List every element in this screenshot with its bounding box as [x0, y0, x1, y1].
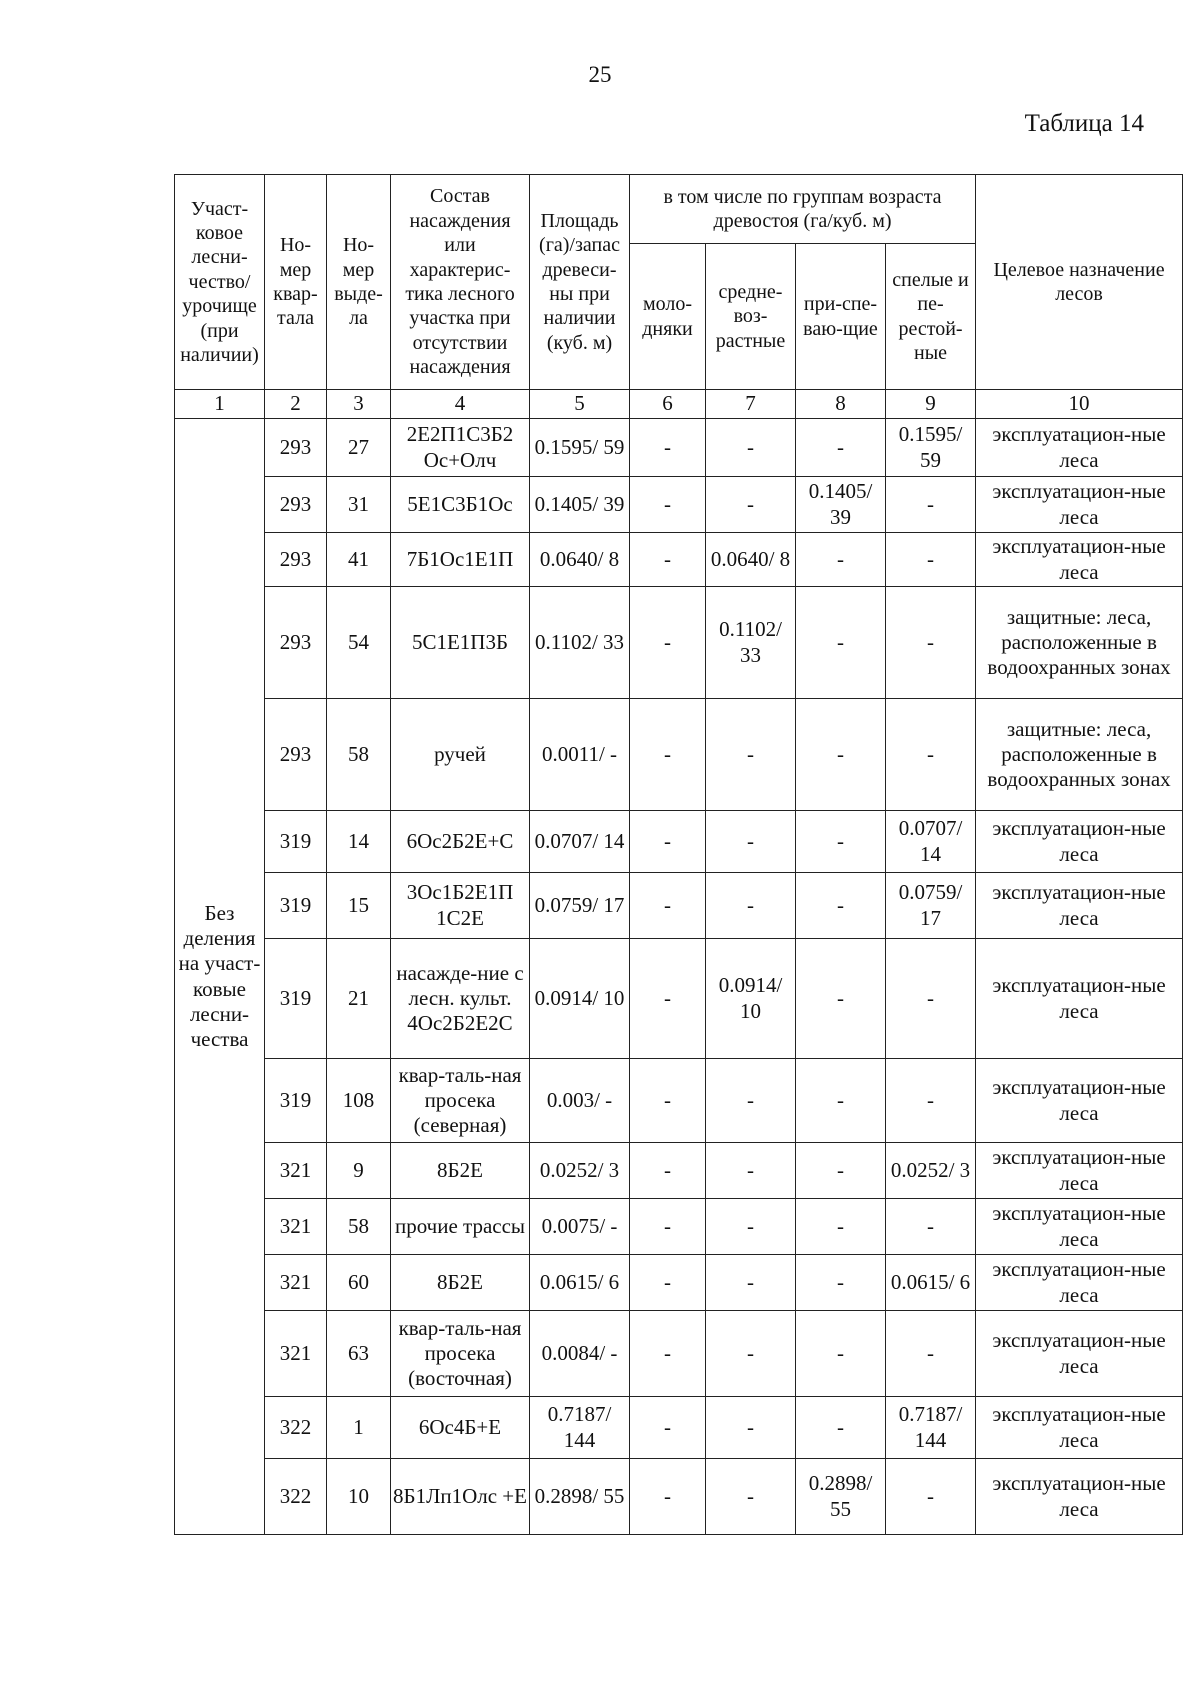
middle-aged-value: -	[706, 419, 796, 477]
table-row	[175, 477, 1183, 533]
middle-aged-value: -	[706, 1397, 796, 1459]
mature-value: -	[886, 587, 976, 699]
middle-aged-value: 0.1102/ 33	[706, 587, 796, 699]
middle-aged-value: -	[706, 1059, 796, 1143]
composition: 5Е1С3Б1Ос	[391, 477, 530, 533]
mature-value: -	[886, 477, 976, 533]
middle-aged-value: -	[706, 477, 796, 533]
middle-aged-value: -	[706, 811, 796, 873]
header-area-stock: Площадь (га)/запас древеси-ны при наличии (куб. м)	[530, 175, 630, 390]
quarter-number: 321	[265, 1143, 327, 1199]
mature-value: -	[886, 1059, 976, 1143]
mature-value: 0.0615/ 6	[886, 1255, 976, 1311]
header-young: моло-дняки	[630, 244, 706, 390]
area-stock: 0.003/ -	[530, 1059, 630, 1143]
composition: 8Б2Е	[391, 1143, 530, 1199]
table-row	[175, 1143, 1183, 1199]
header-plot-number: Но-мер выде-ла	[327, 175, 391, 390]
table-row	[175, 1397, 1183, 1459]
composition: 8Б1Лп1Олс +Е	[391, 1459, 530, 1535]
plot-number: 58	[327, 699, 391, 811]
maturing-value: -	[796, 939, 886, 1059]
composition: 7Б1Ос1Е1П	[391, 533, 530, 587]
middle-aged-value: -	[706, 1459, 796, 1535]
maturing-value: -	[796, 1059, 886, 1143]
plot-number: 14	[327, 811, 391, 873]
area-stock: 0.1405/ 39	[530, 477, 630, 533]
maturing-value: -	[796, 1255, 886, 1311]
composition: 6Ос4Б+Е	[391, 1397, 530, 1459]
mature-value: -	[886, 1459, 976, 1535]
column-number: 5	[530, 390, 630, 419]
middle-aged-value: 0.0640/ 8	[706, 533, 796, 587]
purpose: эксплуатацион-ные леса	[976, 1059, 1183, 1143]
quarter-number: 293	[265, 533, 327, 587]
maturing-value: -	[796, 1199, 886, 1255]
column-number: 3	[327, 390, 391, 419]
middle-aged-value: -	[706, 699, 796, 811]
area-stock: 0.0640/ 8	[530, 533, 630, 587]
young-value: -	[630, 1397, 706, 1459]
plot-number: 63	[327, 1311, 391, 1397]
header-middle-aged: средне-воз-растные	[706, 244, 796, 390]
mature-value: 0.0707/ 14	[886, 811, 976, 873]
maturing-value: -	[796, 873, 886, 939]
column-number: 2	[265, 390, 327, 419]
middle-aged-value: -	[706, 1311, 796, 1397]
area-stock: 0.0252/ 3	[530, 1143, 630, 1199]
maturing-value: -	[796, 699, 886, 811]
quarter-number: 319	[265, 939, 327, 1059]
mature-value: 0.0252/ 3	[886, 1143, 976, 1199]
quarter-number: 321	[265, 1311, 327, 1397]
plot-number: 15	[327, 873, 391, 939]
purpose: эксплуатацион-ные леса	[976, 1397, 1183, 1459]
young-value: -	[630, 1143, 706, 1199]
maturing-value: -	[796, 811, 886, 873]
mature-value: 0.7187/ 144	[886, 1397, 976, 1459]
purpose: защитные: леса, расположенные в водоохранных зонах	[976, 587, 1183, 699]
mature-value: -	[886, 699, 976, 811]
plot-number: 60	[327, 1255, 391, 1311]
purpose: эксплуатацион-ные леса	[976, 1311, 1183, 1397]
purpose: эксплуатацион-ные леса	[976, 1199, 1183, 1255]
header-mature: спелые и пе-рестой-ные	[886, 244, 976, 390]
quarter-number: 293	[265, 419, 327, 477]
plot-number: 21	[327, 939, 391, 1059]
composition: насажде-ние с лесн. культ. 4Ос2Б2Е2С	[391, 939, 530, 1059]
middle-aged-value: -	[706, 873, 796, 939]
header-purpose: Целевое назначение лесов	[976, 175, 1183, 390]
table-row	[175, 1199, 1183, 1255]
young-value: -	[630, 1199, 706, 1255]
table-row	[175, 587, 1183, 699]
middle-aged-value: -	[706, 1255, 796, 1311]
purpose: эксплуатацион-ные леса	[976, 477, 1183, 533]
column-number: 4	[391, 390, 530, 419]
maturing-value: -	[796, 533, 886, 587]
middle-aged-value: -	[706, 1143, 796, 1199]
young-value: -	[630, 699, 706, 811]
quarter-number: 319	[265, 811, 327, 873]
composition: квар-таль-ная просека (восточная)	[391, 1311, 530, 1397]
table-row	[175, 1459, 1183, 1535]
maturing-value: 0.1405/ 39	[796, 477, 886, 533]
column-number: 1	[175, 390, 265, 419]
plot-number: 54	[327, 587, 391, 699]
young-value: -	[630, 419, 706, 477]
composition: 6Ос2Б2Е+С	[391, 811, 530, 873]
quarter-number: 322	[265, 1397, 327, 1459]
young-value: -	[630, 873, 706, 939]
purpose: эксплуатацион-ные леса	[976, 873, 1183, 939]
mature-value: -	[886, 1199, 976, 1255]
maturing-value: -	[796, 1143, 886, 1199]
mature-value: 0.1595/ 59	[886, 419, 976, 477]
forestry-name: Без деления на участ-ковые лесни-чества	[175, 419, 265, 1535]
young-value: -	[630, 811, 706, 873]
middle-aged-value: 0.0914/ 10	[706, 939, 796, 1059]
table-row	[175, 533, 1183, 587]
header-composition: Состав насаждения или характерис-тика лесного участка при отсутствии насаждения	[391, 175, 530, 390]
area-stock: 0.0707/ 14	[530, 811, 630, 873]
table-row	[175, 699, 1183, 811]
purpose: эксплуатацион-ные леса	[976, 1459, 1183, 1535]
area-stock: 0.0084/ -	[530, 1311, 630, 1397]
area-stock: 0.7187/ 144	[530, 1397, 630, 1459]
purpose: эксплуатацион-ные леса	[976, 1255, 1183, 1311]
area-stock: 0.0914/ 10	[530, 939, 630, 1059]
plot-number: 9	[327, 1143, 391, 1199]
young-value: -	[630, 1059, 706, 1143]
purpose: эксплуатацион-ные леса	[976, 533, 1183, 587]
page-number: 25	[588, 62, 612, 87]
area-stock: 0.1595/ 59	[530, 419, 630, 477]
plot-number: 1	[327, 1397, 391, 1459]
young-value: -	[630, 533, 706, 587]
table-row	[175, 1059, 1183, 1143]
area-stock: 0.0759/ 17	[530, 873, 630, 939]
plot-number: 27	[327, 419, 391, 477]
quarter-number: 293	[265, 699, 327, 811]
composition: 3Ос1Б2Е1П 1С2Е	[391, 873, 530, 939]
purpose: защитные: леса, расположенные в водоохранных зонах	[976, 699, 1183, 811]
forest-table	[174, 174, 1183, 1535]
quarter-number: 321	[265, 1255, 327, 1311]
table-row	[175, 939, 1183, 1059]
plot-number: 31	[327, 477, 391, 533]
table-caption: Таблица 14	[1024, 110, 1144, 137]
middle-aged-value: -	[706, 1199, 796, 1255]
mature-value: -	[886, 533, 976, 587]
plot-number: 108	[327, 1059, 391, 1143]
column-number: 9	[886, 390, 976, 419]
quarter-number: 293	[265, 587, 327, 699]
purpose: эксплуатацион-ные леса	[976, 811, 1183, 873]
young-value: -	[630, 1459, 706, 1535]
area-stock: 0.0011/ -	[530, 699, 630, 811]
composition: квар-таль-ная просека (северная)	[391, 1059, 530, 1143]
young-value: -	[630, 1255, 706, 1311]
quarter-number: 293	[265, 477, 327, 533]
young-value: -	[630, 939, 706, 1059]
plot-number: 41	[327, 533, 391, 587]
table-row	[175, 873, 1183, 939]
quarter-number: 319	[265, 1059, 327, 1143]
quarter-number: 322	[265, 1459, 327, 1535]
composition: ручей	[391, 699, 530, 811]
maturing-value: 0.2898/ 55	[796, 1459, 886, 1535]
composition: 2Е2П1С3Б2 Ос+Олч	[391, 419, 530, 477]
maturing-value: -	[796, 419, 886, 477]
header-maturing: при-спе-ваю-щие	[796, 244, 886, 390]
column-number: 6	[630, 390, 706, 419]
composition: прочие трассы	[391, 1199, 530, 1255]
composition: 5С1Е1П3Б	[391, 587, 530, 699]
quarter-number: 319	[265, 873, 327, 939]
column-number: 10	[976, 390, 1183, 419]
area-stock: 0.1102/ 33	[530, 587, 630, 699]
table-row	[175, 811, 1183, 873]
area-stock: 0.0615/ 6	[530, 1255, 630, 1311]
header-age-groups: в том числе по группам возраста древостоя (га/куб. м)	[630, 175, 976, 244]
table-row	[175, 1311, 1183, 1397]
quarter-number: 321	[265, 1199, 327, 1255]
mature-value: -	[886, 939, 976, 1059]
area-stock: 0.0075/ -	[530, 1199, 630, 1255]
table-row	[175, 1255, 1183, 1311]
young-value: -	[630, 587, 706, 699]
purpose: эксплуатацион-ные леса	[976, 419, 1183, 477]
mature-value: -	[886, 1311, 976, 1397]
maturing-value: -	[796, 1311, 886, 1397]
header-quarter-number: Но-мер квар-тала	[265, 175, 327, 390]
young-value: -	[630, 477, 706, 533]
area-stock: 0.2898/ 55	[530, 1459, 630, 1535]
composition: 8Б2Е	[391, 1255, 530, 1311]
maturing-value: -	[796, 587, 886, 699]
young-value: -	[630, 1311, 706, 1397]
header-forestry: Участ-ковое лесни-чество/ урочище (при наличии)	[175, 175, 265, 390]
mature-value: 0.0759/ 17	[886, 873, 976, 939]
plot-number: 58	[327, 1199, 391, 1255]
maturing-value: -	[796, 1397, 886, 1459]
plot-number: 10	[327, 1459, 391, 1535]
column-number: 7	[706, 390, 796, 419]
table-row	[175, 419, 1183, 477]
purpose: эксплуатацион-ные леса	[976, 1143, 1183, 1199]
purpose: эксплуатацион-ные леса	[976, 939, 1183, 1059]
column-number: 8	[796, 390, 886, 419]
